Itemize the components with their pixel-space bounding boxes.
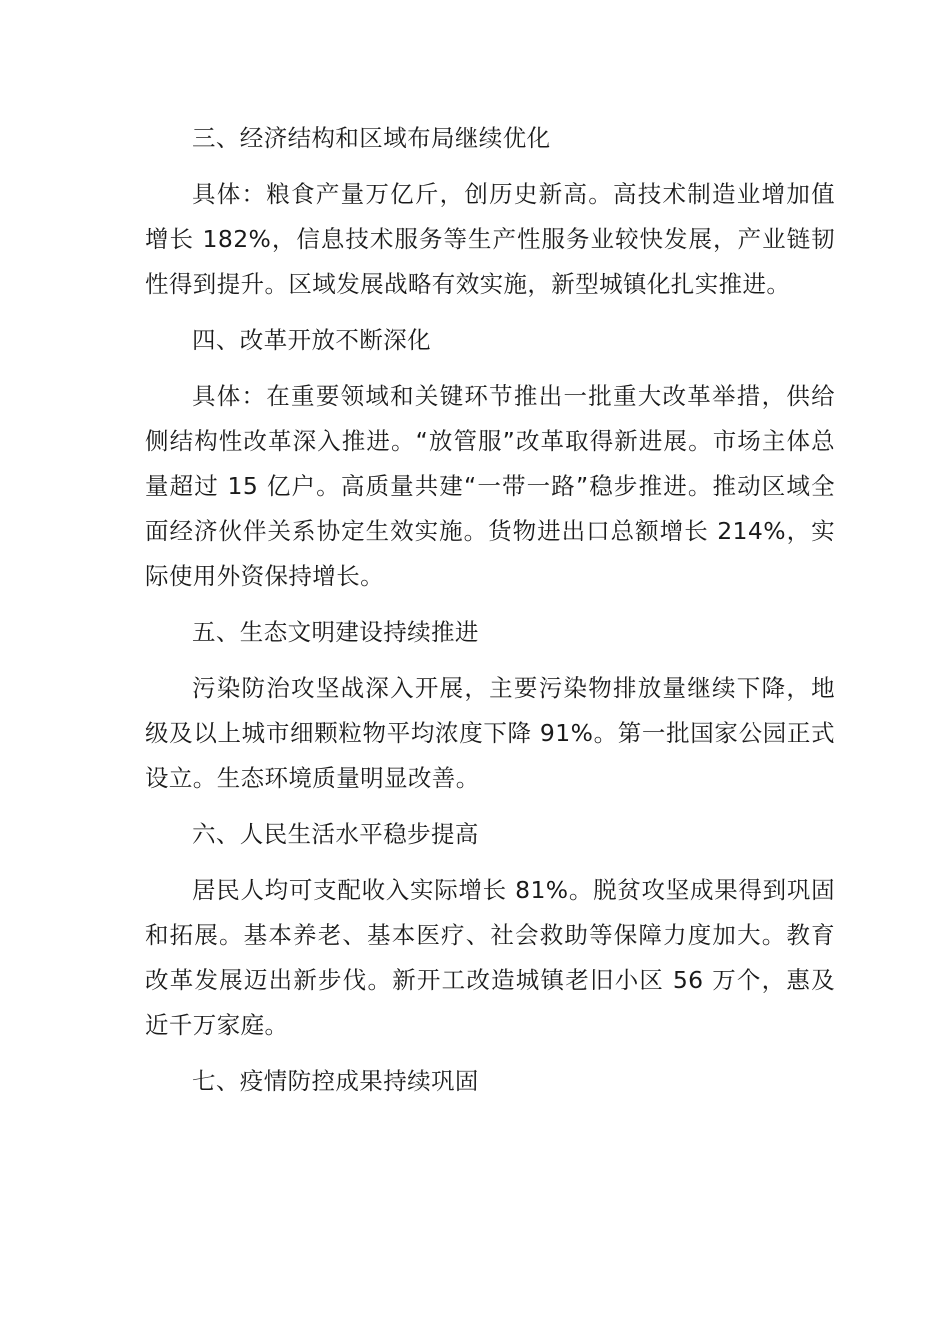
section-heading-4: 四、改革开放不断深化 (192, 326, 431, 354)
section-body-3: 具体：粮食产量万亿斤，创历史新高。高技术制造业增加值增长 182%，信息技术服务等生产性服务业较快发展，产业链韧性得到提升。区域发展战略有效实施，新型城镇化扎实推进。 (145, 180, 835, 298)
section-heading-3: 三、经济结构和区域布局继续优化 (192, 124, 551, 152)
section-heading-6: 六、人民生活水平稳步提高 (192, 820, 479, 848)
document-body (145, 116, 835, 1104)
section-body-4: 具体：在重要领域和关键环节推出一批重大改革举措，供给侧结构性改革深入推进。“放管服”改革取得新进展。市场主体总量超过 15 亿户。高质量共建“一带一路”稳步推进。推动区域全面经济伙伴关系协定生效实施。货物进出口总额增长 214%，实际使用外资保持增长。 (145, 382, 835, 590)
section-heading-5: 五、生态文明建设持续推进 (192, 618, 479, 646)
section-heading-7: 七、疫情防控成果持续巩固 (192, 1067, 479, 1095)
section-body-5: 污染防治攻坚战深入开展，主要污染物排放量继续下降，地级及以上城市细颗粒物平均浓度下降 91%。第一批国家公园正式设立。生态环境质量明显改善。 (145, 674, 835, 792)
section-body-6: 居民人均可支配收入实际增长 81%。脱贫攻坚成果得到巩固和拓展。基本养老、基本医疗、社会救助等保障力度加大。教育改革发展迈出新步伐。新开工改造城镇老旧小区 56 万个，惠及近千万家庭。 (145, 876, 835, 1039)
